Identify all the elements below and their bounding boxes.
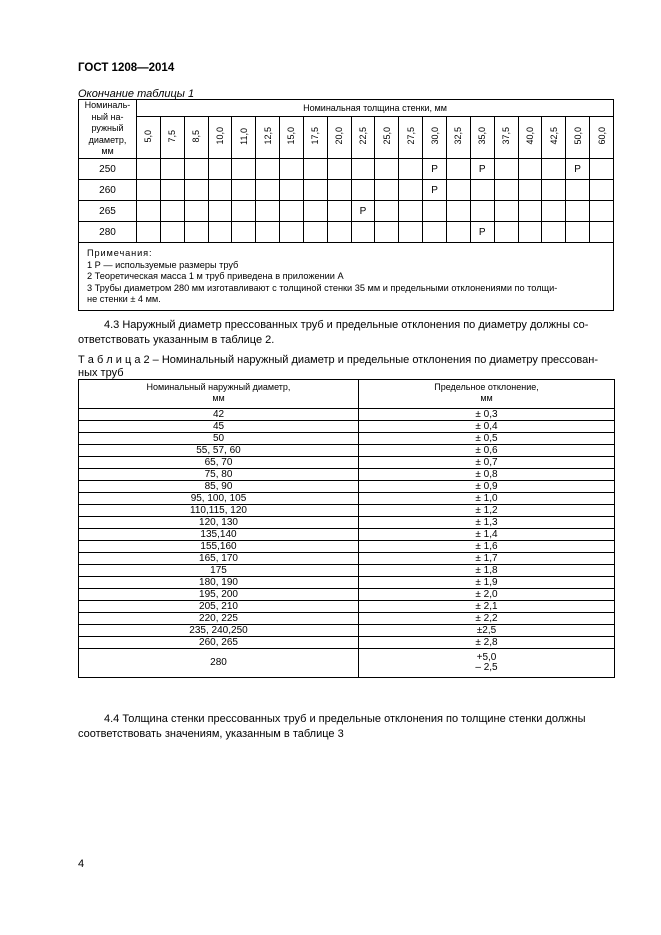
thickness-value: 7,5 [167,129,178,143]
diameter-cell: 75, 80 [79,469,359,481]
deviation-cell: ±2,5 [359,625,615,637]
size-mark-cell [208,159,232,180]
standard-title: ГОСТ 1208—2014 [78,62,175,74]
diameter-cell: 155,160 [79,541,359,553]
size-mark-cell [494,201,518,222]
notes-title: Примечания: [87,248,153,258]
thickness-value: 10,0 [214,127,225,145]
thickness-value: 5,0 [143,129,154,143]
size-mark-cell [375,222,399,243]
size-mark-cell [160,201,184,222]
size-mark-cell [375,180,399,201]
diameter-cell: 120, 130 [79,517,359,529]
table-row [79,180,614,201]
thickness-value: 20,0 [334,127,345,145]
deviation-cell: ± 1,3 [359,517,615,529]
thickness-values-row [79,117,614,159]
table-row [79,457,615,469]
size-mark-cell [518,159,542,180]
diameter-cell: 280 [79,649,359,678]
size-mark-cell [256,180,280,201]
thickness-value: 42,5 [548,127,559,145]
size-mark-cell [375,159,399,180]
paragraph-line: ответствовать указанным в таблице 2. [78,334,275,346]
paragraph-4-3 [78,318,615,348]
table-row [79,565,615,577]
deviation-cell: ± 1,9 [359,577,615,589]
table-row [79,541,615,553]
table-row [79,517,615,529]
size-mark-cell [590,180,614,201]
diameter-cell: 235, 240,250 [79,625,359,637]
table-row [79,577,615,589]
size-mark-cell [470,180,494,201]
deviation-cell: ± 0,4 [359,421,615,433]
size-mark-cell [160,180,184,201]
size-mark-cell [494,180,518,201]
thickness-value-cell [518,117,542,159]
diameter-cell: 220, 225 [79,613,359,625]
note-line: не стенки ± 4 мм. [87,294,161,305]
table2-caption [78,354,615,380]
table-row [79,601,615,613]
paragraph-4-4 [78,712,615,742]
thickness-value-cell [232,117,256,159]
header-line: Номинальный наружный диаметр, [146,382,291,392]
size-mark-cell [232,222,256,243]
thickness-value-cell [494,117,518,159]
diameter-cell: 42 [79,409,359,421]
size-mark-cell [303,180,327,201]
thickness-value-cell [446,117,470,159]
size-mark-cell [160,159,184,180]
table-row [79,493,615,505]
size-mark-cell [303,159,327,180]
diameter-cell: 195, 200 [79,589,359,601]
diameter-cell: 45 [79,421,359,433]
deviation-cell: ± 2,0 [359,589,615,601]
thickness-value: 15,0 [286,127,297,145]
size-mark-cell [232,201,256,222]
size-mark-cell [399,180,423,201]
size-mark-cell [518,180,542,201]
size-mark-cell [542,222,566,243]
page-number: 4 [78,858,85,870]
deviation-cell: ± 2,1 [359,601,615,613]
size-mark-cell [518,201,542,222]
size-mark-cell [137,159,161,180]
size-mark-cell [208,201,232,222]
size-mark-cell [446,201,470,222]
table-row [79,445,615,457]
size-mark-cell [351,159,375,180]
thickness-value: 32,5 [453,127,464,145]
size-mark-cell [446,222,470,243]
size-mark-cell [184,201,208,222]
size-mark-cell [280,222,304,243]
size-mark-cell [184,159,208,180]
thickness-value-cell [351,117,375,159]
thickness-value-cell [160,117,184,159]
size-mark-cell [280,201,304,222]
size-mark-cell [351,222,375,243]
size-mark-cell [446,180,470,201]
table-row [79,529,615,541]
diameter-header [79,100,137,159]
diameter-cell: 180, 190 [79,577,359,589]
thickness-value-cell [375,117,399,159]
table-row [79,553,615,565]
deviation-cell: ± 1,0 [359,493,615,505]
size-mark-cell [137,180,161,201]
diameter-cell: 250 [79,159,137,180]
table1-caption: Окончание таблицы 1 [78,88,195,100]
table2 [78,379,615,678]
size-mark-cell: Р [470,222,494,243]
size-mark-cell [137,222,161,243]
size-mark-cell: Р [423,180,447,201]
deviation-cell: ± 1,7 [359,553,615,565]
size-mark-cell [184,180,208,201]
size-mark-cell [303,201,327,222]
diameter-cell: 260 [79,180,137,201]
table-row [79,159,614,180]
header-line: мм [212,393,225,403]
size-mark-cell [184,222,208,243]
diameter-cell: 65, 70 [79,457,359,469]
table-row [79,505,615,517]
thickness-value-cell [303,117,327,159]
size-mark-cell [399,222,423,243]
header-line: мм [480,393,493,403]
size-mark-cell [208,180,232,201]
paragraph-line: соответствовать значениям, указанным в таблице 3 [78,728,344,740]
size-mark-cell [446,159,470,180]
size-mark-cell: Р [423,159,447,180]
thickness-value-cell [280,117,304,159]
deviation-cell [359,649,615,678]
thickness-value-cell [256,117,280,159]
table-row [79,481,615,493]
table2-body [79,409,615,649]
diameter-header-line: диаметр, [88,134,127,145]
diameter-cell: 135,140 [79,529,359,541]
caption-line: Т а б л и ц а 2 – Номинальный наружный диаметр и предельные отклонения по диаметру прессован- [78,354,598,366]
note-line: 3 Трубы диаметром 280 мм изготавливают с толщиной стенки 35 мм и предельными отклонениями по толщи- [87,282,558,293]
thickness-value-cell [327,117,351,159]
deviation-minus: – 2,5 [475,662,498,673]
thickness-value: 27,5 [405,127,416,145]
diameter-cell: 95, 100, 105 [79,493,359,505]
table-row [79,613,615,625]
thickness-value: 50,0 [572,127,583,145]
thickness-value: 60,0 [596,127,607,145]
size-mark-cell [137,201,161,222]
size-mark-cell: Р [351,201,375,222]
size-mark-cell [399,201,423,222]
size-mark-cell [494,222,518,243]
diameter-cell: 110,115, 120 [79,505,359,517]
thickness-value-cell [566,117,590,159]
size-mark-cell [280,180,304,201]
deviation-cell: ± 0,3 [359,409,615,421]
thickness-value: 8,5 [191,129,202,143]
table1-header-row [79,100,614,117]
size-mark-cell [542,201,566,222]
size-mark-cell [232,159,256,180]
thickness-value-cell [184,117,208,159]
diameter-cell: 85, 90 [79,481,359,493]
thickness-value-cell [470,117,494,159]
deviation-cell: ± 0,7 [359,457,615,469]
diameter-header-line: Номиналь- [84,100,131,111]
table-row [79,433,615,445]
table2-header-row [79,380,615,409]
notes-cell [79,243,614,311]
size-mark-cell [327,180,351,201]
size-mark-cell [423,222,447,243]
diameter-cell: 280 [79,222,137,243]
size-mark-cell [399,159,423,180]
diameter-cell: 175 [79,565,359,577]
thickness-value-cell [590,117,614,159]
deviation-cell: ± 2,8 [359,637,615,649]
size-mark-cell [494,159,518,180]
deviation-cell: ± 0,5 [359,433,615,445]
header-line: Предельное отклонение, [434,382,539,392]
thickness-value-cell [423,117,447,159]
table-row [79,409,615,421]
thickness-value: 30,0 [429,127,440,145]
deviation-cell: ± 1,6 [359,541,615,553]
deviation-cell: ± 1,8 [359,565,615,577]
thickness-value: 22,5 [358,127,369,145]
size-mark-cell [518,222,542,243]
size-mark-cell [351,180,375,201]
size-mark-cell [590,201,614,222]
caption-line: ных труб [78,367,124,379]
diameter-cell: 165, 170 [79,553,359,565]
diameter-cell: 265 [79,201,137,222]
thickness-value: 40,0 [524,127,535,145]
diameter-cell: 260, 265 [79,637,359,649]
size-mark-cell [280,159,304,180]
table-row [79,469,615,481]
size-mark-cell [327,222,351,243]
deviation-cell: ± 2,2 [359,613,615,625]
note-line: 1 Р — используемые размеры труб [87,259,239,270]
diameter-cell: 205, 210 [79,601,359,613]
size-mark-cell [542,180,566,201]
diameter-column-header [79,380,359,409]
deviation-cell: ± 1,4 [359,529,615,541]
deviation-cell: ± 1,2 [359,505,615,517]
size-mark-cell [566,201,590,222]
table-row [79,222,614,243]
size-mark-cell [256,201,280,222]
thickness-value-cell [208,117,232,159]
deviation-cell: ± 0,6 [359,445,615,457]
diameter-header-line: мм [101,146,114,157]
thickness-value: 12,5 [262,127,273,145]
deviation-cell: ± 0,9 [359,481,615,493]
diameter-cell: 55, 57, 60 [79,445,359,457]
size-mark-cell [470,201,494,222]
thickness-value: 35,0 [477,127,488,145]
size-mark-cell: Р [470,159,494,180]
size-mark-cell [423,201,447,222]
size-mark-cell [256,222,280,243]
paragraph-line: 4.4 Толщина стенки прессованных труб и предельные отклонения по толщине стенки должны [104,713,586,725]
deviation-cell: ± 0,8 [359,469,615,481]
size-mark-cell [590,159,614,180]
diameter-header-line: ружный [91,123,124,134]
table-row [79,589,615,601]
table-row [79,637,615,649]
diameter-cell: 50 [79,433,359,445]
table-row [79,421,615,433]
size-mark-cell [160,222,184,243]
size-mark-cell [327,201,351,222]
size-mark-cell [327,159,351,180]
thickness-value-cell [542,117,566,159]
deviation-plus: +5,0 [476,652,497,663]
deviation-column-header [359,380,615,409]
size-mark-cell [566,180,590,201]
notes-row [79,243,614,311]
size-mark-cell [566,222,590,243]
thickness-value-cell [137,117,161,159]
size-mark-cell: Р [566,159,590,180]
size-mark-cell [232,180,256,201]
table-row [79,625,615,637]
size-mark-cell [590,222,614,243]
table-row [79,201,614,222]
thickness-value: 37,5 [501,127,512,145]
paragraph-line: 4.3 Наружный диаметр прессованных труб и предельные отклонения по диаметру должны со- [104,319,589,331]
size-mark-cell [303,222,327,243]
table1 [78,99,614,311]
thickness-value: 25,0 [381,127,392,145]
thickness-value: 11,0 [238,127,249,145]
diameter-header-line: ный на- [91,111,124,122]
size-mark-cell [208,222,232,243]
thickness-value: 17,5 [310,127,321,145]
size-mark-cell [542,159,566,180]
thickness-header: Номинальная толщина стенки, мм [137,100,614,117]
note-line: 2 Теоретическая масса 1 м труб приведена в приложении А [87,271,344,282]
table-row [79,649,615,678]
size-mark-cell [375,201,399,222]
thickness-value-cell [399,117,423,159]
size-mark-cell [256,159,280,180]
